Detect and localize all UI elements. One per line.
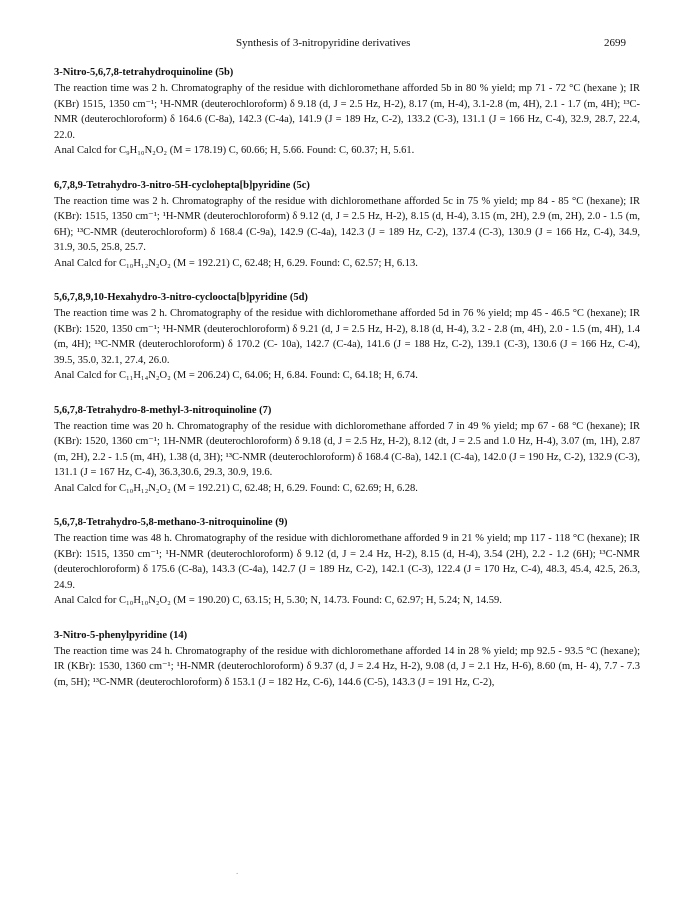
scan-speck: . (236, 866, 239, 876)
compound-name: 5,6,7,8-Tetrahydro-5,8-methano-3-nitroquinoline (9) (54, 517, 288, 528)
compound-name: 3-Nitro-5-phenylpyridine (14) (54, 629, 188, 641)
compound-description: The reaction time was 48 h. Chromatography of the residue with dichloromethane afforded 9 in 21 % yield; mp 117 - 118 °C (hexane); IR (KBr): 1515, 1350 cm⁻¹; ¹H-NMR (deuterochloroform) δ 9.12 (d, J = 2.4 Hz, H-2), 8.15 (d, H-4), 3.54 (2H), 2.2 - 1.2 (6H); ¹³C-NMR (deuterochloroform) δ 175.6 (C-8a), 143.3 (C-4a), 142.7 (J = 189 Hz, C-2), 142.1 (C-3), 122.4 (J = 170 Hz, C-4), 48.3, 45.4, 42.5, 26.3, 24.9. (54, 533, 640, 591)
compound-description: The reaction time was 2 h. Chromatography of the residue with dichloromethane afforded 5c in 75 % yield; mp 84 - 85 °C (hexane); IR (KBr): 1515, 1350 cm⁻¹; ¹H-NMR (deuterochloroform) δ 9.12 (d, J = 2.5 Hz, H-2), 8.15 (d, H-4), 3.15 (m, 2H), 2.9 (m, 2H), 2.0 - 1.5 (m, 6H); ¹³C-NMR (deuterochloroform) δ 168.4 (C-9a), 142.9 (C-4a), 142.3 (J = 189 Hz, C-2), 137.4 (C-3), 130.9 (J = 166 Hz, C-4), 34.9, 31.9, 30.5, 25.8, 25.7. (54, 195, 640, 253)
compound-description: The reaction time was 2 h. Chromatography of the residue with dichloromethane afforded 5b in 80 % yield; mp 71 - 72 °C (hexane ); IR (KBr) 1515, 1350 cm⁻¹; ¹H-NMR (deuterochloroform) δ 9.18 (d, J = 2.5 Hz, H-2), 8.17 (m, H-4), 3.1-2.8 (m, 4H), 2.1 - 1.7 (m, 4H); ¹³C-NMR (deuterochloroform) δ 164.6 (C-8a), 142.3 (C-4a), 141.9 (J = 189 Hz, C-2), 133.2 (C-3), 131.1 (J = 166 Hz, C-4), 32.9, 28.7, 22.4, 22.0. (54, 83, 640, 141)
compound-description: The reaction time was 20 h. Chromatography of the residue with dichloromethane afforded 7 in 49 % yield; mp 67 - 68 °C (hexane); IR (KBr): 1520, 1360 cm⁻¹; 1H-NMR (deuterochloroform) δ 9.18 (d, J = 2.5 Hz, H-2), 8.12 (dt, J = 2.5 and 1.0 Hz, H-4), 3.07 (m, 1H), 2.87 (m, 2H), 2.2 - 1.5 (m, 4H), 1.38 (d, 3H); ¹³C-NMR (deuterochloroform) δ 168.4 (C-8a), 142.1 (C-4a), 142.0 (J = 190 Hz, C-2), 132.9 (C-3), 131.1 (J = 167 Hz, C-4), 36.3,30.6, 29.3, 30.9, 19.6. (54, 420, 640, 478)
compound-name: 5,6,7,8-Tetrahydro-8-methyl-3-nitroquinoline (7) (54, 404, 272, 416)
compound-entry (54, 178, 640, 272)
compound-description: The reaction time was 24 h. Chromatography of the residue with dichloromethane afforded 14 in 28 % yield; mp 92.5 - 93.5 °C (hexane); IR (KBr): 1530, 1360 cm⁻¹; ¹H-NMR (deuterochloroform) δ 9.37 (d, J = 2.4 Hz, H-2), 9.08 (d, J = 2.1 Hz, H-6), 8.60 (m, H- 4), 7.7 - 7.3 (m, 5H); ¹³C-NMR (deuterochloroform) δ 153.1 (J = 182 Hz, C-6), 144.6 (C-5), 143.3 (J = 191 Hz, C-2), (54, 645, 640, 688)
elemental-analysis: Anal Calcd for C₁₁H₁₄N₂O₂ (M = 206.24) C, 64.06; H, 6.84. Found: C, 64.18; H, 6.74. (54, 370, 418, 381)
compound-entry (54, 65, 640, 159)
compound-entry (54, 515, 640, 609)
elemental-analysis: Anal Calcd for C₁₀H₁₀N₂O₂ (M = 190.20) C, 63.15; H, 5.30; N, 14.73. Found: C, 62.97; H, 5.24; N, 14.59. (54, 595, 502, 606)
compound-name: 5,6,7,8,9,10-Hexahydro-3-nitro-cycloocta[b]pyridine (5d) (54, 292, 308, 303)
running-header: Synthesis of 3-nitropyridine derivatives (236, 37, 411, 49)
compound-name: 6,7,8,9-Tetrahydro-3-nitro-5H-cyclohepta[b]pyridine (5c) (54, 179, 310, 191)
elemental-analysis: Anal Calcd for C₁₀H₁₂N₂O₂ (M = 192.21) C, 62.48; H, 6.29. Found: C, 62.69; H, 6.28. (54, 482, 418, 494)
compound-entry (54, 628, 640, 691)
compound-entry (54, 403, 640, 497)
compound-description: The reaction time was 2 h. Chromatography of the residue with dichloromethane afforded 5d in 76 % yield; mp 45 - 46.5 °C (hexane); IR (KBr): 1520, 1350 cm⁻¹; ¹H-NMR (deuterochloroform) δ 9.21 (d, J = 2.5 Hz, H-2), 8.18 (d, H-4), 3.2 - 2.8 (m, 4H), 2.0 - 1.5 (m, 4H), 1.4 (m, 4H); ¹³C-NMR (deuterochloroform) δ 170.2 (C- 10a), 142.7 (C-4a), 141.6 (J = 188 Hz, C-2), 139.1 (C-3), 130.6 (J = 166 Hz, C-4), 39.5, 35.0, 32.1, 27.4, 26.0. (54, 308, 640, 366)
elemental-analysis: Anal Calcd for C₉H₁₀N₂O₂ (M = 178.19) C, 60.66; H, 5.66. Found: C, 60.37; H, 5.61. (54, 145, 415, 156)
compound-name: 3-Nitro-5,6,7,8-tetrahydroquinoline (5b) (54, 67, 234, 78)
elemental-analysis: Anal Calcd for C₁₀H₁₂N₂O₂ (M = 192.21) C, 62.48; H, 6.29. Found: C, 62.57; H, 6.13. (54, 257, 418, 269)
experimental-section (54, 65, 640, 709)
compound-entry (54, 290, 640, 384)
page-number: 2699 (604, 37, 626, 49)
